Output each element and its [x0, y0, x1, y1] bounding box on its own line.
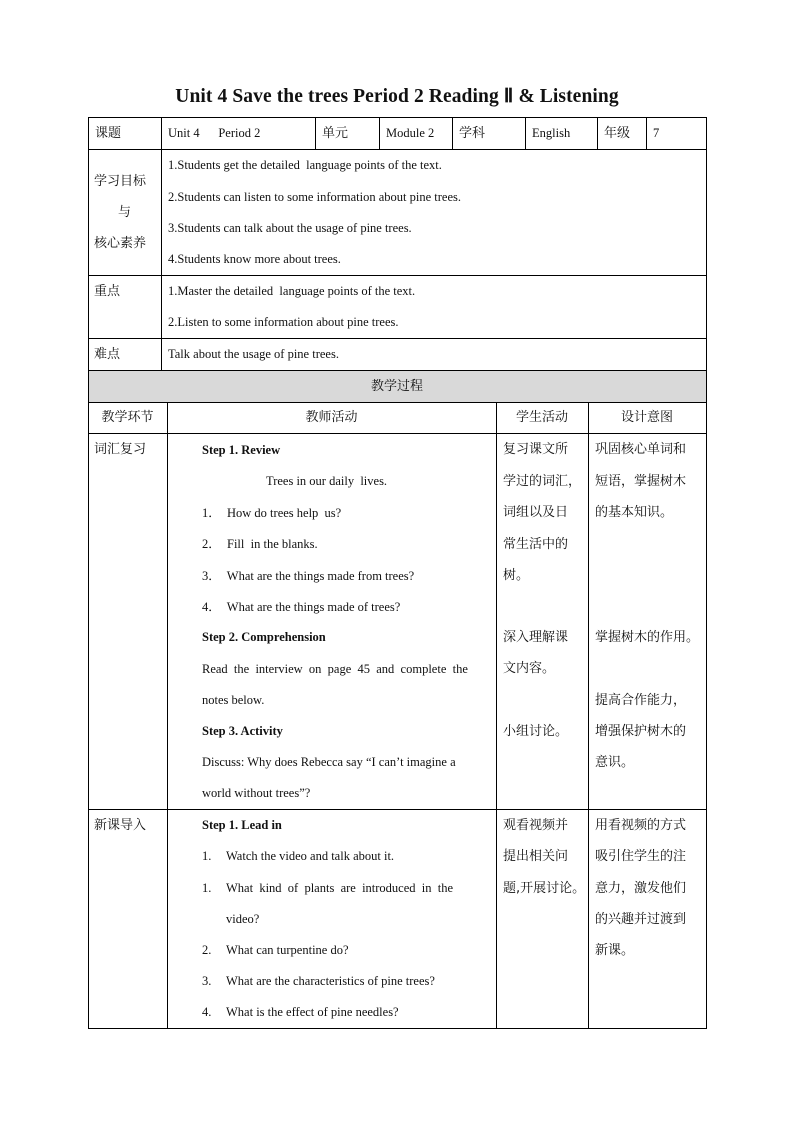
objective-item-3: 3.Students can talk about the usage of pine trees.: [168, 221, 412, 235]
topic-label: 课题: [95, 126, 122, 141]
vocab-step1-subtitle: Trees in our daily lives.: [266, 474, 388, 488]
intro-item-text: What can turpentine do?: [226, 943, 349, 957]
vocab-step2-title: Step 2. Comprehension: [202, 630, 326, 644]
intro-item-text: What are the characteristics of pine trees?: [226, 974, 435, 988]
vocab-step3-text-line1: Discuss: Why does Rebecca say “I can’t imagine a: [202, 755, 456, 769]
vocab-intent-line: 的基本知识。: [595, 505, 674, 520]
grade-label: 年级: [604, 126, 631, 141]
vocab-step1-item: 1． How do trees help us?: [202, 506, 342, 520]
stage-vocab-review: 词汇复习: [94, 442, 147, 457]
vocab-step1-title: Step 1. Review: [202, 443, 281, 457]
intro-item-num: 1.: [202, 849, 212, 863]
intro-item-text: What kind of plants are introduced in the: [226, 881, 454, 895]
intro-student-line: 题,开展讨论。: [503, 881, 586, 896]
column-header-intent: 设计意图: [620, 410, 673, 425]
intro-item-num: 3.: [202, 974, 212, 988]
unit-label: 单元: [322, 126, 349, 141]
topic-value: Unit 4 Period 2: [168, 126, 261, 140]
key-points-label: 重点: [94, 284, 121, 299]
key-point-item-1: 1.Master the detailed language points of the text.: [168, 284, 416, 298]
intro-step1-title: Step 1. Lead in: [202, 818, 282, 832]
difficulty-label: 难点: [94, 347, 121, 362]
intro-item-num: 4.: [202, 1005, 212, 1019]
objectives-label-line1: 学习目标: [94, 174, 147, 189]
vocab-step2-text-line1: Read the interview on page 45 and complete the: [202, 662, 468, 676]
intro-intent-line: 的兴趣并过渡到: [595, 912, 687, 927]
intro-item-num: 1.: [202, 881, 212, 895]
unit-value: Module 2: [386, 126, 435, 140]
vocab-intent-line: 掌握树木的作用。: [595, 630, 700, 645]
vocab-student-line: 复习课文所: [503, 442, 569, 457]
vocab-intent-line: 巩固核心单词和: [595, 442, 687, 457]
column-header-stage: 教学环节: [101, 410, 154, 425]
subject-label: 学科: [459, 126, 486, 141]
intro-intent-line: 意力，激发他们: [595, 881, 687, 896]
objective-item-4: 4.Students know more about trees.: [168, 252, 341, 266]
column-header-teacher: 教师活动: [305, 410, 358, 425]
vocab-step1-item: 3． What are the things made from trees?: [202, 569, 415, 583]
intro-intent-line: 用看视频的方式: [595, 818, 687, 833]
vocab-intent-line: 增强保护树木的: [595, 724, 687, 739]
intro-item-num: 2.: [202, 943, 212, 957]
vocab-student-line: 词组以及日: [503, 505, 569, 520]
intro-intent-line: 新课。: [595, 943, 635, 958]
vocab-step1-item: 4． What are the things made of trees?: [202, 600, 401, 614]
vocab-student-line: 树。: [503, 568, 530, 583]
vocab-intent-line: 意识。: [595, 755, 635, 770]
subject-value: English: [532, 126, 571, 140]
column-header-student: 学生活动: [515, 410, 568, 425]
intro-intent-line: 吸引住学生的注: [595, 849, 687, 864]
objective-item-2: 2.Students can listen to some information about pine trees.: [168, 190, 461, 204]
vocab-step3-title: Step 3. Activity: [202, 724, 283, 738]
vocab-step1-item: 2． Fill in the blanks.: [202, 537, 318, 551]
key-point-item-2: 2.Listen to some information about pine trees.: [168, 315, 399, 329]
difficulty-text: Talk about the usage of pine trees.: [168, 347, 339, 361]
vocab-intent-line: 短语，掌握树木: [595, 474, 687, 489]
intro-item-text: video?: [226, 912, 260, 926]
vocab-student-line: 学过的词汇，: [503, 474, 582, 489]
vocab-student-line: 小组讨论。: [503, 724, 569, 739]
objective-item-1: 1.Students get the detailed language points of the text.: [168, 158, 442, 172]
objectives-label-line3: 核心素养: [94, 236, 147, 251]
intro-item-text: Watch the video and talk about it.: [226, 849, 395, 863]
intro-item-text: What is the effect of pine needles?: [226, 1005, 399, 1019]
grade-value: 7: [653, 126, 660, 140]
vocab-step3-text-line2: world without trees”?: [202, 786, 311, 800]
intro-student-line: 提出相关问: [503, 849, 569, 864]
process-heading: 教学过程: [370, 379, 423, 394]
page-title: Unit 4 Save the trees Period 2 Reading Ⅱ & Listening: [175, 86, 619, 107]
objectives-label-line2: 与: [118, 205, 132, 220]
stage-new-lesson-intro: 新课导入: [94, 818, 147, 833]
vocab-student-line: 文内容。: [503, 661, 556, 676]
intro-student-line: 观看视频并: [503, 818, 569, 833]
vocab-step2-text-line2: notes below.: [202, 693, 265, 707]
vocab-student-line: 深入理解课: [503, 630, 569, 645]
vocab-student-line: 常生活中的: [503, 537, 569, 552]
vocab-intent-line: 提高合作能力，: [595, 693, 687, 708]
